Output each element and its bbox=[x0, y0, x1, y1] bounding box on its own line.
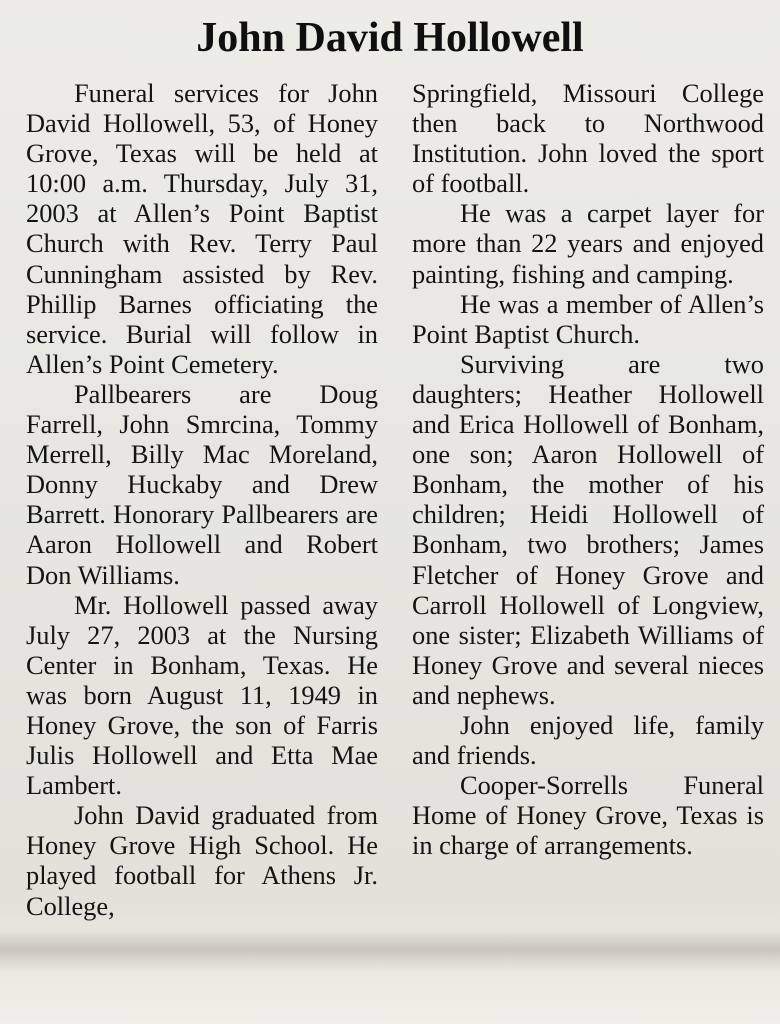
paragraph-personal: John enjoyed life, family and friends. bbox=[412, 709, 764, 771]
left-column bbox=[26, 78, 378, 921]
right-column bbox=[412, 78, 764, 860]
obituary-headline: John David Hollowell bbox=[196, 15, 584, 61]
paragraph-education: John David graduated from Honey Grove High School. He played football for Athens Jr. College, bbox=[26, 800, 378, 921]
paragraph-church-membership: He was a member of Allen’s Point Baptist Church. bbox=[412, 288, 764, 349]
paragraph-funeral-services: Funeral services for John David Hollowell, 53, of Honey Grove, Texas will be held at 10:00 a.m. Thursday, July 31, 2003 at Allen’s Point Baptist Church with Rev. Terry Paul Cunningham assisted by Rev. Phillip Barnes officiating the service. Burial will follow in Allen’s Point Cemetery. bbox=[26, 78, 378, 379]
paragraph-pallbearers: Pallbearers are Doug Farrell, John Smrcina, Tommy Merrell, Billy Mac Moreland, Donny Huckaby and Drew Barrett. Honorary Pallbearers are Aaron Hollowell and Robert Don Williams. bbox=[26, 378, 378, 590]
paragraph-arrangements: Cooper-Sorrells Funeral Home of Honey Grove, Texas is in charge of arrangements. bbox=[412, 770, 764, 861]
paragraph-survivors: Surviving are two daughters; Heather Hollowell and Erica Hollowell of Bonham, one son; Aaron Hollowell of Bonham, the mother of his children; Heidi Hollowell of Bonham, two brothers; James Fletcher of Honey Grove and Carroll Hollowell of Longview, one sister; Elizabeth Williams of Honey Grove and several nieces and nephews. bbox=[412, 348, 764, 710]
paragraph-passing-and-birth: Mr. Hollowell passed away July 27, 2003 at the Nursing Center in Bonham, Texas. He was born August 11, 1949 in Honey Grove, the son of Farris Julis Hollowell and Etta Mae Lambert. bbox=[26, 589, 378, 801]
paragraph-education-continued: Springfield, Missouri College then back to Northwood Institution. John loved the sport of football. bbox=[412, 78, 764, 199]
paper-fold-shadow bbox=[0, 930, 780, 972]
paragraph-career: He was a carpet layer for more than 22 years and enjoyed painting, fishing and camping. bbox=[412, 198, 764, 289]
